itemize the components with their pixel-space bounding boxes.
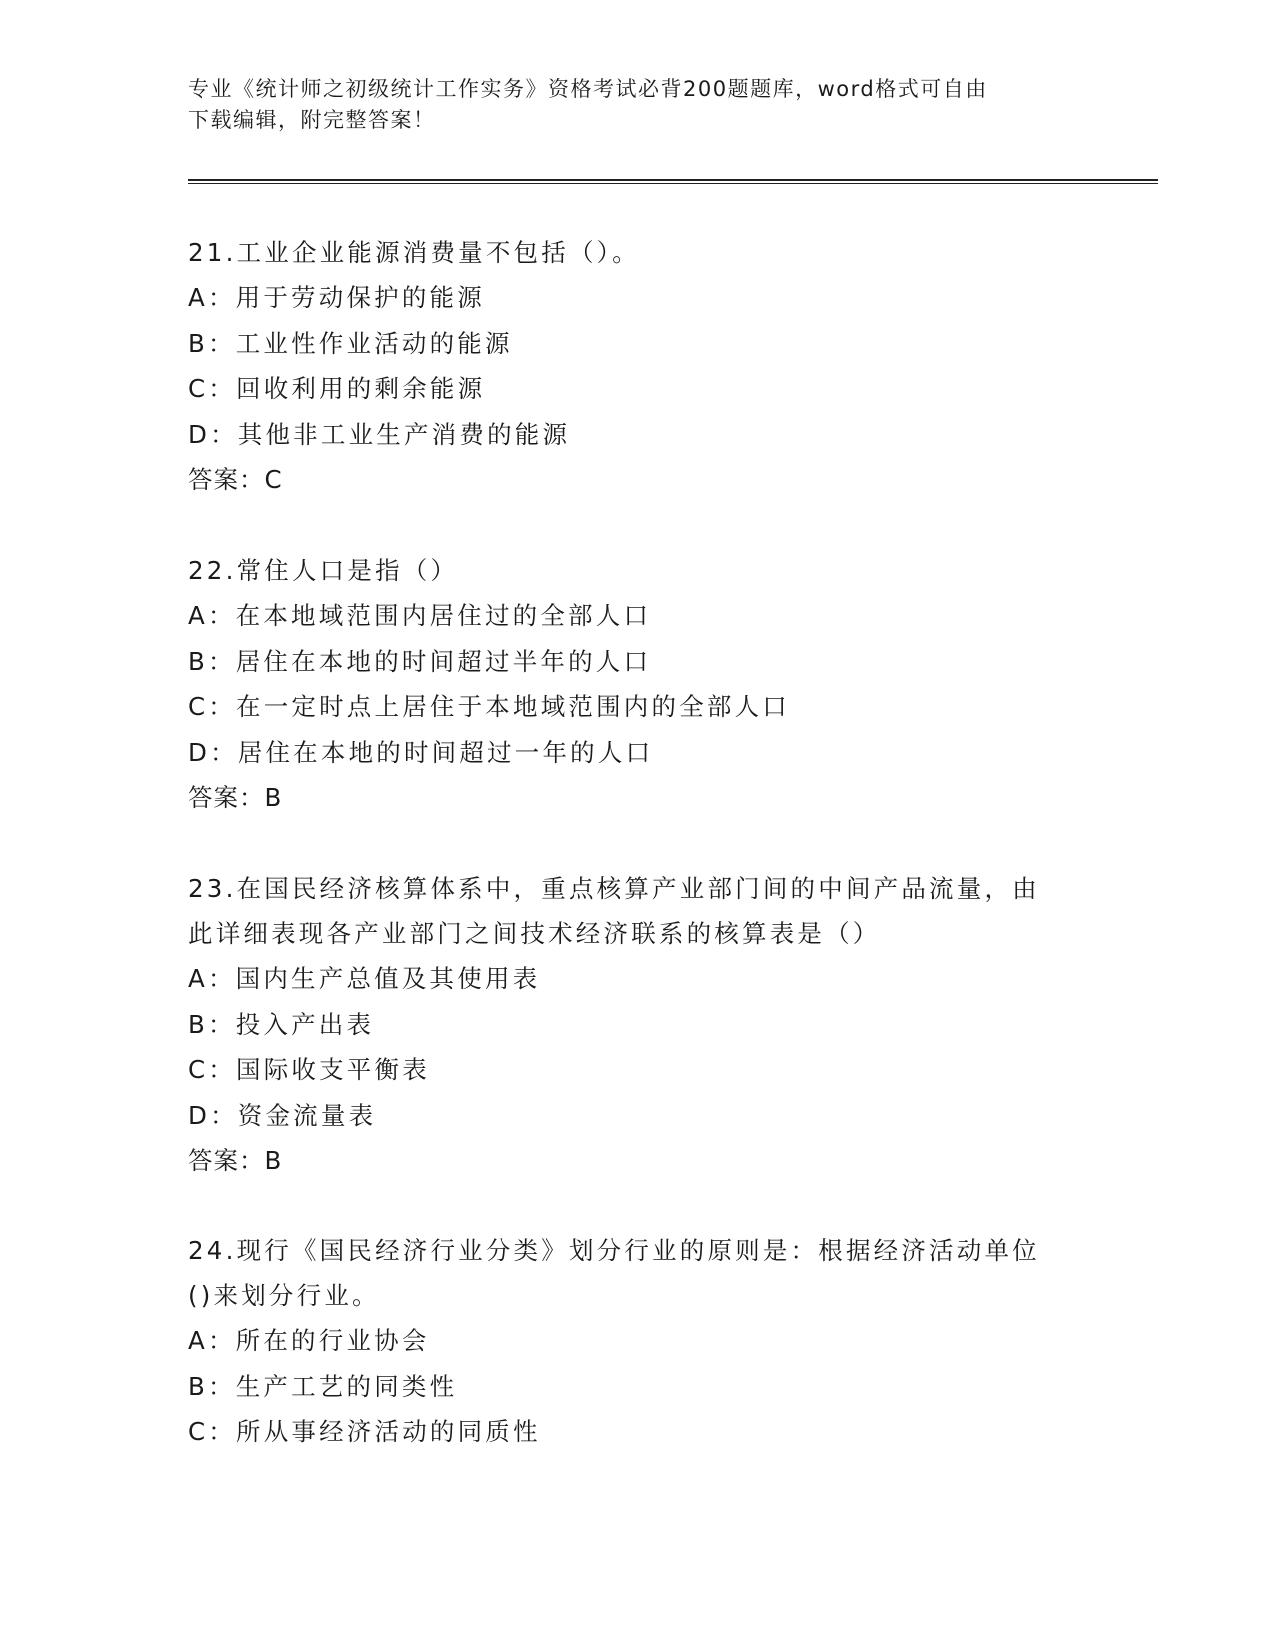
question-22 (188, 548, 1088, 821)
option-b: B：工业性作业活动的能源 (188, 328, 513, 358)
option-b: B：投入产出表 (188, 1009, 375, 1039)
option-b: B：居住在本地的时间超过半年的人口 (188, 646, 652, 676)
option-c: C：回收利用的剩余能源 (188, 374, 486, 403)
header-divider (188, 179, 1158, 184)
question-23 (188, 866, 1088, 1184)
answer: 答案：C (188, 465, 283, 494)
question-stem-line-2: ()来划分行业。 (188, 1281, 380, 1310)
option-a: A：在本地域范围内居住过的全部人口 (188, 601, 652, 630)
option-d: D：资金流量表 (188, 1100, 377, 1130)
question-stem: 22.常住人口是指（） (188, 556, 459, 585)
option-a: A：用于劳动保护的能源 (188, 283, 485, 312)
header-line-2: 下载编辑，附完整答案！ (188, 108, 436, 132)
question-stem-line-1: 23.在国民经济核算体系中，重点核算产业部门间的中间产品流量，由 (188, 874, 1040, 903)
question-21 (188, 230, 1088, 503)
question-24 (188, 1228, 1088, 1455)
question-stem: 21.工业企业能源消费量不包括（）。 (188, 238, 640, 267)
option-c: C：所从事经济活动的同质性 (188, 1417, 541, 1446)
option-d: D：其他非工业生产消费的能源 (188, 419, 571, 449)
answer: 答案：B (188, 1146, 283, 1175)
question-stem-line-1: 24.现行《国民经济行业分类》划分行业的原则是：根据经济活动单位 (188, 1236, 1040, 1265)
answer: 答案：B (188, 783, 283, 812)
option-a: A：所在的行业协会 (188, 1326, 430, 1355)
option-d: D：居住在本地的时间超过一年的人口 (188, 737, 654, 767)
option-c: C：国际收支平衡表 (188, 1055, 430, 1084)
question-stem-line-2: 此详细表现各产业部门之间技术经济联系的核算表是（） (188, 919, 881, 948)
option-c: C：在一定时点上居住于本地域范围内的全部人口 (188, 692, 791, 721)
header-line-1: 专业《统计师之初级统计工作实务》资格考试必背200题题库，word格式可自由 (188, 77, 988, 101)
option-a: A：国内生产总值及其使用表 (188, 964, 541, 993)
document-header (188, 74, 1068, 136)
option-b: B：生产工艺的同类性 (188, 1371, 458, 1401)
